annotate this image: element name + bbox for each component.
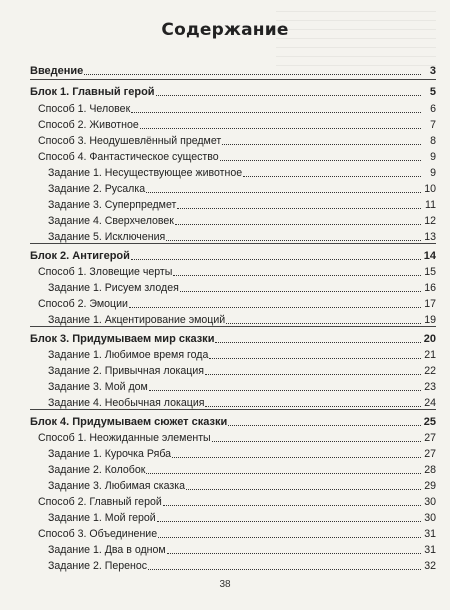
toc-entry-label: Задание 1. Рисуем злодея <box>48 282 179 294</box>
dot-leader <box>220 160 421 161</box>
toc-entry-label: Задание 2. Русалка <box>48 183 146 195</box>
toc-entry <box>48 541 436 557</box>
toc-entry-page: 9 <box>430 167 436 179</box>
toc-entry-label: Задание 2. Перенос <box>48 560 148 572</box>
toc-entry <box>38 263 436 279</box>
toc-entry-label: Задание 1. Мой герой <box>48 512 156 524</box>
toc-entry-page: 14 <box>423 250 436 262</box>
dot-leader <box>148 569 421 570</box>
toc-entry-page: 22 <box>424 365 436 377</box>
toc-entry <box>38 429 436 445</box>
section-divider <box>30 79 436 80</box>
toc-entry-page: 5 <box>429 86 436 98</box>
toc-entry-label: Задание 3. Суперпредмет <box>48 199 177 211</box>
toc-entry <box>48 180 436 196</box>
toc-entry <box>38 116 436 132</box>
toc-entry-label: Задание 4. Необычная локация <box>48 397 205 409</box>
toc-entry-page: 21 <box>424 349 436 361</box>
toc-entry <box>48 477 436 493</box>
toc-entry-page: 6 <box>430 103 436 115</box>
toc-entry-label: Задание 2. Привычная локация <box>48 365 205 377</box>
toc-entry-label: Блок 1. Главный герой <box>30 86 155 98</box>
toc-entry-label: Задание 1. Два в одном <box>48 544 166 556</box>
toc-entry <box>48 557 436 573</box>
dot-leader <box>84 74 421 75</box>
dot-leader <box>175 224 421 225</box>
dot-leader <box>146 473 421 474</box>
dot-leader <box>131 112 421 113</box>
toc-entry-label: Способ 2. Животное <box>38 119 139 131</box>
toc-entry-label: Задание 5. Исключения <box>48 231 166 243</box>
toc-entry-label: Введение <box>30 65 84 77</box>
toc-entry-page: 23 <box>424 381 436 393</box>
toc-entry <box>48 279 436 295</box>
dot-leader <box>177 208 421 209</box>
toc-entry <box>38 525 436 541</box>
toc-entry-page: 11 <box>425 199 436 211</box>
toc-entry <box>38 100 436 116</box>
dot-leader <box>172 457 421 458</box>
toc-entry-page: 10 <box>424 183 436 195</box>
toc-section-entry <box>30 413 436 429</box>
toc-entry-page: 15 <box>424 266 436 278</box>
toc-entry-label: Способ 3. Неодушевлённый предмет <box>38 135 222 147</box>
toc-entry <box>48 362 436 378</box>
toc-entry-label: Способ 1. Зловещие черты <box>38 266 173 278</box>
toc-entry-page: 27 <box>424 448 436 460</box>
dot-leader <box>156 95 421 96</box>
toc-section-entry <box>30 247 436 263</box>
toc-entry-label: Способ 2. Главный герой <box>38 496 162 508</box>
toc-entry-page: 30 <box>424 496 436 508</box>
dot-leader <box>226 323 421 324</box>
dot-leader <box>212 441 421 442</box>
dot-leader <box>146 192 421 193</box>
dot-leader <box>205 406 421 407</box>
toc-section-entry <box>30 83 436 99</box>
section-divider <box>30 409 436 410</box>
toc-entry <box>48 196 436 212</box>
dot-leader <box>167 553 421 554</box>
dot-leader <box>140 128 421 129</box>
toc-entry <box>48 212 436 228</box>
dot-leader <box>222 144 421 145</box>
toc-entry <box>48 164 436 180</box>
toc-entry <box>38 132 436 148</box>
section-divider <box>30 243 436 244</box>
toc-entry <box>38 295 436 311</box>
page-title: Содержание <box>161 20 289 40</box>
dot-leader <box>228 425 421 426</box>
dot-leader <box>186 489 421 490</box>
toc-entry-page: 8 <box>430 135 436 147</box>
toc-entry-label: Блок 4. Придумываем сюжет сказки <box>30 416 228 428</box>
toc-section-entry <box>30 330 436 346</box>
toc-entry <box>48 509 436 525</box>
toc-entry-page: 27 <box>424 432 436 444</box>
dot-leader <box>243 176 421 177</box>
dot-leader <box>158 537 421 538</box>
page-number: 38 <box>219 579 231 590</box>
dot-leader <box>163 505 421 506</box>
dot-leader <box>205 374 421 375</box>
toc-entry <box>38 493 436 509</box>
dot-leader <box>131 259 421 260</box>
dot-leader <box>180 291 421 292</box>
toc-entry-page: 9 <box>430 151 436 163</box>
toc-entry-label: Способ 1. Неожиданные элементы <box>38 432 211 444</box>
dot-leader <box>149 390 421 391</box>
toc-entry-label: Блок 3. Придумываем мир сказки <box>30 333 215 345</box>
toc-entry-label: Способ 1. Человек <box>38 103 131 115</box>
toc-entry <box>48 311 436 327</box>
toc-entry-label: Задание 3. Любимая сказка <box>48 480 186 492</box>
toc-entry-label: Способ 2. Эмоции <box>38 298 128 310</box>
dot-leader <box>173 275 421 276</box>
dot-leader <box>209 358 421 359</box>
toc-entry-label: Задание 4. Сверхчеловек <box>48 215 174 227</box>
toc-entry-label: Блок 2. Антигерой <box>30 250 130 262</box>
toc-entry-page: 30 <box>424 512 436 524</box>
toc-entry-page: 28 <box>424 464 436 476</box>
toc-entry-label: Способ 4. Фантастическое существо <box>38 151 219 163</box>
section-divider <box>30 326 436 327</box>
dot-leader <box>215 342 421 343</box>
toc-section-entry <box>30 62 436 78</box>
toc-entry <box>48 378 436 394</box>
toc-entry-page: 20 <box>423 333 436 345</box>
toc-entry-page: 12 <box>424 215 436 227</box>
toc-entry <box>48 461 436 477</box>
toc-entry-page: 19 <box>424 314 436 326</box>
toc-entry-page: 31 <box>424 528 436 540</box>
toc-entry-label: Задание 1. Любимое время года <box>48 349 209 361</box>
toc-entry-label: Способ 3. Объединение <box>38 528 158 540</box>
toc-entry-page: 16 <box>424 282 436 294</box>
dot-leader <box>157 521 421 522</box>
toc-entry-page: 25 <box>423 416 436 428</box>
toc-entry-page: 7 <box>430 119 436 131</box>
toc-entry-label: Задание 1. Акцентирование эмоций <box>48 314 226 326</box>
toc-entry-label: Задание 3. Мой дом <box>48 381 148 393</box>
toc-entry-page: 29 <box>424 480 436 492</box>
dot-leader <box>166 240 421 241</box>
toc-entry-page: 3 <box>429 65 436 77</box>
toc-entry <box>48 228 436 244</box>
toc-entry-page: 17 <box>424 298 436 310</box>
toc-entry <box>48 346 436 362</box>
toc-entry-label: Задание 1. Курочка Ряба <box>48 448 172 460</box>
toc-entry-label: Задание 1. Несуществующее животное <box>48 167 243 179</box>
dot-leader <box>129 307 421 308</box>
toc-entry-page: 31 <box>424 544 436 556</box>
toc-entry <box>38 148 436 164</box>
toc-entry-page: 32 <box>424 560 436 572</box>
toc-entry <box>48 445 436 461</box>
toc-entry-page: 13 <box>424 231 436 243</box>
toc-entry <box>48 394 436 410</box>
toc-entry-page: 24 <box>424 397 436 409</box>
toc-entry-label: Задание 2. Колобок <box>48 464 146 476</box>
